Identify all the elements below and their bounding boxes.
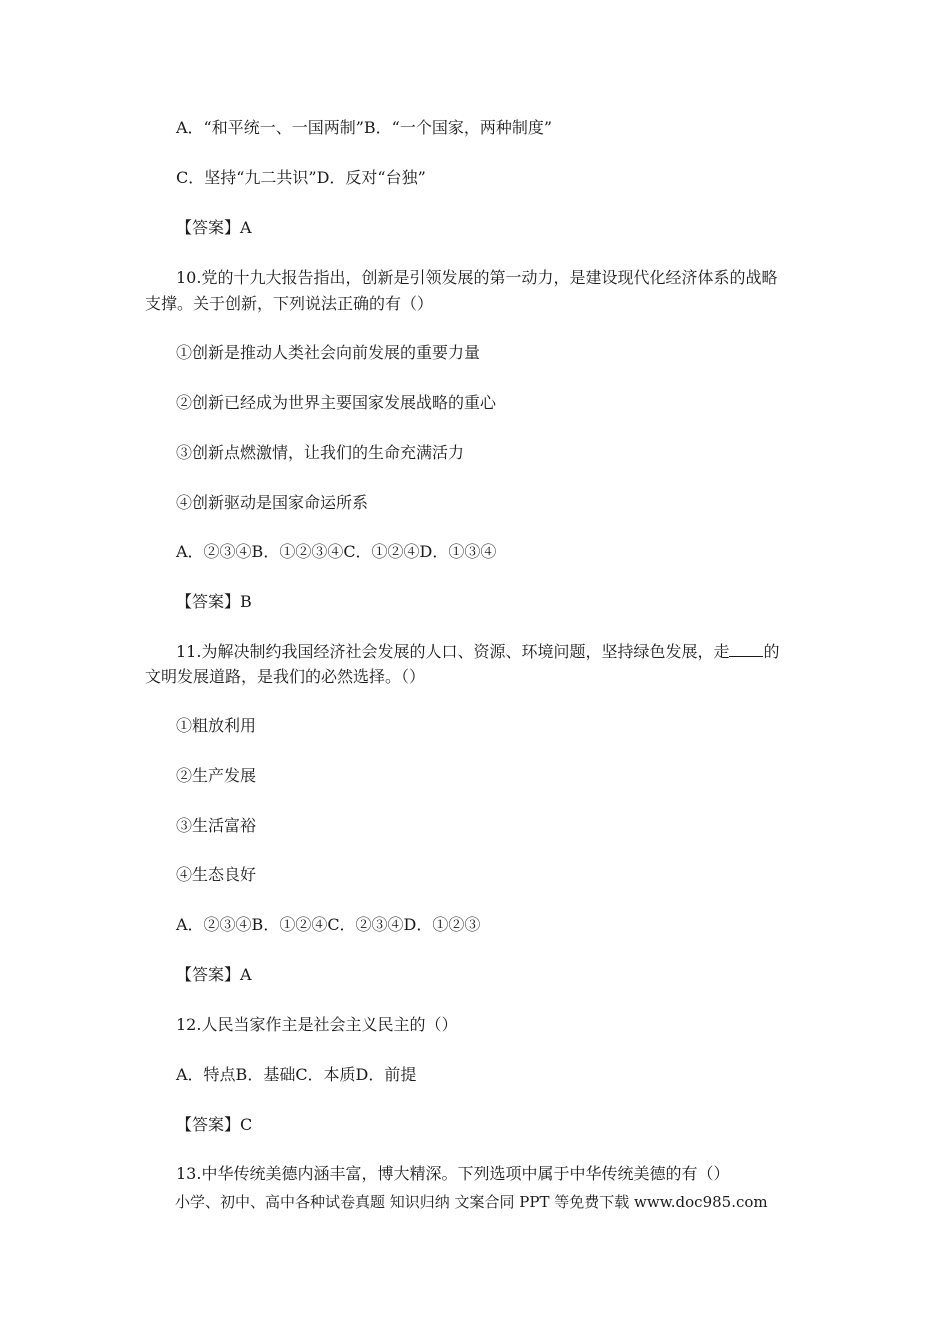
q10-stem-line2: 支撑。关于创新，下列说法正确的有（） [145, 294, 434, 313]
fill-in-blank [729, 640, 763, 657]
q11-stem-line1-text: 11.为解决制约我国经济社会发展的人口、资源、环境问题，坚持绿色发展，走 [176, 642, 730, 661]
q11-stem-line2: 文明发展道路，是我们的必然选择。（） [145, 667, 426, 686]
q11-item-4: ④生态良好 [176, 865, 257, 884]
q11-item-3: ③生活富裕 [176, 816, 257, 835]
q10-item-1: ①创新是推动人类社会向前发展的重要力量 [176, 343, 481, 362]
q10-item-3: ③创新点燃激情，让我们的生命充满活力 [176, 443, 465, 462]
q11-answer: 【答案】A [176, 965, 252, 984]
q11-options: A．②③④B．①②④C．②③④D．①②③ [176, 915, 481, 934]
q11-item-2: ②生产发展 [176, 766, 257, 785]
q10-stem-line1: 10.党的十九大报告指出，创新是引领发展的第一动力，是建设现代化经济体系的战略 [176, 268, 778, 287]
q9-options-ab: A．“和平统一、一国两制”B．“一个国家，两种制度” [176, 118, 553, 137]
q10-item-2: ②创新已经成为世界主要国家发展战略的重心 [176, 393, 497, 412]
q11-stem-line1-end: 的 [763, 642, 780, 661]
q13-stem: 13.中华传统美德内涵丰富，博大精深。下列选项中属于中华传统美德的有（） [176, 1164, 730, 1183]
page-footer: 小学、初中、高中各种试卷真题 知识归纳 文案合同 PPT 等免费下载 www.doc985.com [175, 1193, 768, 1211]
q12-options: A．特点B．基础C．本质D．前提 [176, 1065, 417, 1084]
q12-stem: 12.人民当家作主是社会主义民主的（） [176, 1015, 458, 1034]
q10-answer: 【答案】B [176, 592, 252, 611]
q10-options: A．②③④B．①②③④C．①②④D．①③④ [176, 542, 497, 561]
q11-item-1: ①粗放利用 [176, 716, 257, 735]
q9-options-cd: C．坚持“九二共识”D．反对“台独” [176, 168, 426, 187]
q9-answer: 【答案】A [176, 218, 252, 237]
q11-stem-line1 [176, 640, 779, 663]
q10-item-4: ④创新驱动是国家命运所系 [176, 493, 369, 512]
q12-answer: 【答案】C [176, 1115, 253, 1134]
